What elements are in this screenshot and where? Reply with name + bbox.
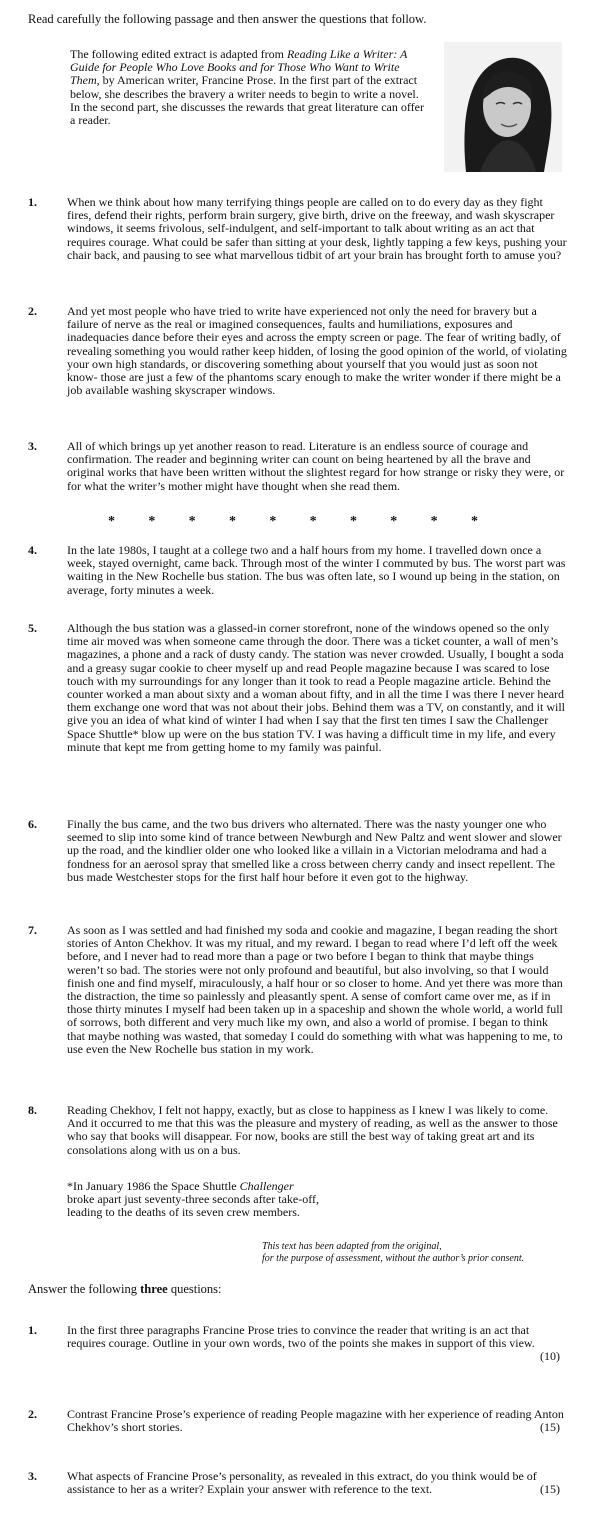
- paragraph-text: Reading Chekhov, I felt not happy, exactly, but as close to happiness as I knew I was likely to come. And it occurred to me that this was the pleasure and mystery of reading, as well as the answer to those who say that books will disappear. For now, books are still the best way of taking great art and its consolations along with us on a bus.: [67, 1103, 558, 1157]
- divider-star: *: [390, 514, 398, 529]
- paragraph-number: 4.: [28, 543, 37, 557]
- heading-count: three: [140, 1282, 168, 1296]
- paragraph-text: When we think about how many terrifying things people are called on to do every day as they fight fires, defend their rights, perform brain surgery, give birth, drive on the freeway, and wash skyscraper windows, it seems frivolous, self-indulgent, and self-important to talk about writing as an act that requires courage. What could be safer than sitting at your desk, lightly tapping a few keys, pushing your chair back, and pausing to see what marvellous tidbit of art your brain has brought forth to amuse you?: [67, 195, 567, 262]
- question-number: 2.: [28, 1407, 37, 1421]
- paragraph-text: All of which brings up yet another reason to read. Literature is an endless source of courage and confirmation. The reader and beginning writer can count on being heartened by all the brave and original works that have been written without the slightest regard for how strange or risky they were, or for what the writer’s mother might have thought when she read them.: [67, 439, 565, 493]
- footnote-line-3: leading to the deaths of its seven crew members.: [67, 1205, 300, 1220]
- source-attribution: [262, 1241, 524, 1265]
- paragraph-number: 5.: [28, 621, 37, 635]
- paragraph-number: 3.: [28, 439, 37, 453]
- question-text: What aspects of Francine Prose’s personality, as revealed in this extract, do you think would be of assistance to her as a writer? Explain your answer with reference to the text.: [67, 1469, 537, 1497]
- divider-star: *: [470, 514, 478, 529]
- paragraph-number: 8.: [28, 1103, 37, 1117]
- paragraph-5: [28, 622, 568, 754]
- question-marks: (10): [540, 1349, 560, 1363]
- instruction-text: Read carefully the following passage and then answer the questions that follow.: [28, 12, 427, 26]
- question-2: [28, 1408, 568, 1434]
- author-portrait-image: [444, 42, 562, 172]
- paragraph-number: 6.: [28, 817, 37, 831]
- divider-star: *: [228, 514, 236, 529]
- attribution-line-2: for the purpose of assessment, without the author’s prior consent.: [262, 1253, 525, 1264]
- paragraph-1: [28, 196, 568, 262]
- attribution-line-1: This text has been adapted from the original,: [262, 1241, 442, 1252]
- paragraph-text: And yet most people who have tried to write have experienced not only the need for bravery but a failure of nerve as the real or imagined consequences, faults and humiliations, exposures and inadequacies dance before their eyes and across the empty screen or page. The fear of writing badly, of revealing something you would rather keep hidden, of losing the good opinion of the world, of violating your own high standards, or discovering something about yourself that you would just as soon not know- those are just a few of the phantoms scary enough to make the writer wonder if there might be a job available washing skyscraper windows.: [67, 304, 567, 398]
- footnote-shuttle-name: Challenger: [239, 1179, 294, 1193]
- question-marks: (15): [540, 1482, 560, 1496]
- heading-prefix: Answer the following: [28, 1282, 141, 1296]
- question-text: Contrast Francine Prose’s experience of reading People magazine with her experience of reading Anton Chekhov’s short stories.: [67, 1407, 564, 1435]
- divider-star: *: [309, 514, 317, 529]
- divider-star: *: [349, 514, 357, 529]
- footnote-prefix: *In January 1986 the Space Shuttle: [67, 1179, 240, 1193]
- paragraph-text: Finally the bus came, and the two bus drivers who alternated. There was the nasty younger one who seemed to slip into some kind of trance between Newburgh and New Paltz and went slower and slower up the road, and the kindlier older one who looked like a villain in a Victorian melodrama and had a fondness for an aerosol spray that smelled like a cross between cherry candy and insect repellent. The bus made Westchester stops for the first half hour before it even got to the highway.: [67, 817, 562, 884]
- intro-part2: by American writer, Francine Prose. In the first part of the extract below, she describes the bravery a writer needs to begin to write a novel. In the second part, she discusses the rewards that great literature can offer a reader.: [70, 73, 424, 128]
- paragraph-number: 1.: [28, 195, 37, 209]
- paragraph-8: [28, 1104, 568, 1157]
- footnote-line-2: broke apart just seventy-three seconds after take-off,: [67, 1192, 320, 1207]
- question-3: [28, 1470, 568, 1496]
- intro-part1: The following edited extract is adapted from: [70, 47, 287, 61]
- paragraph-7: [28, 924, 568, 1056]
- paragraph-number: 7.: [28, 923, 37, 937]
- question-marks: (15): [540, 1420, 560, 1434]
- section-divider-stars: [108, 514, 478, 530]
- paragraph-2: [28, 305, 568, 397]
- footnote: [67, 1180, 319, 1220]
- heading-suffix: questions:: [167, 1282, 222, 1296]
- questions-heading: [28, 1282, 222, 1297]
- paragraph-4: [28, 544, 568, 597]
- paragraph-6: [28, 818, 568, 884]
- question-number: 3.: [28, 1469, 37, 1483]
- question-1: [28, 1323, 568, 1363]
- divider-star: *: [148, 514, 156, 529]
- paragraph-number: 2.: [28, 304, 37, 318]
- paragraph-text: In the late 1980s, I taught at a college two and a half hours from my home. I travelled down once a week, stayed overnight, came back. Through most of the winter I commuted by bus. The worst part was waiting in the New Rochelle bus station. The bus was often late, so I wound up being in the station, on average, forty minutes a week.: [67, 543, 566, 597]
- paragraph-text: As soon as I was settled and had finished my soda and cookie and magazine, I began reading the short stories of Anton Chekhov. It was my ritual, and my reward. I began to read where I’d left off the week before, and I never had to read more than a page or two before I began to think that maybe things weren’t so bad. The stories were not only profound and beautiful, but also involving, so that I would finish one and find myself, miraculously, a half hour or so closer to home. And yet there was more than the distraction, the time so painlessly and pleasantly spent. A sense of comfort came over me, as if in those thirty minutes I myself had been taken up in a spaceship and shown the whole world, a world full of sorrows, both different and very much like my own, and also a world of promise. I began to think that maybe nothing was wasted, that someday I could do something with what was happening to me, to use even the New Rochelle bus station in my work.: [67, 923, 563, 1056]
- question-text: In the first three paragraphs Francine Prose tries to convince the reader that writing is an act that requires courage. Outline in your own words, two of the points she makes in support of this view.: [67, 1323, 535, 1351]
- divider-star: *: [108, 514, 115, 529]
- question-number: 1.: [28, 1323, 37, 1337]
- author-photo: [444, 42, 562, 172]
- book-title: Reading Like a Writer: A Guide for People Who Love Books and for Those Who Want to Write Them,: [70, 47, 408, 88]
- paragraph-text: Although the bus station was a glassed-in corner storefront, none of the windows opened so the only time air moved was when someone came through the door. There was a ticket counter, a wall of men’s magazines, a phone and a rack of dusty candy. The station was never crowded. Usually, I bought a soda and a greasy sugar cookie to cheer myself up and read People magazine because I was scared to lose touch with my surroundings for any longer than it took to read a People magazine article. Behind the counter worked a man about sixty and a woman about fifty, and in all the time I was there I never heard them exchange one word that was not about their jobs. Behind them was a TV, on constantly, and it will give you an idea of what kind of winter I had when I say that the first ten times I saw the Challenger Space Shuttle* blow up were on the bus station TV. I was having a difficult time in my life, and every minute that kept me from getting home to my family was painful.: [67, 621, 566, 754]
- divider-star: *: [430, 514, 438, 529]
- divider-star: *: [269, 514, 277, 529]
- paragraph-3: [28, 440, 568, 493]
- divider-star: *: [188, 514, 196, 529]
- intro-paragraph: [70, 48, 425, 127]
